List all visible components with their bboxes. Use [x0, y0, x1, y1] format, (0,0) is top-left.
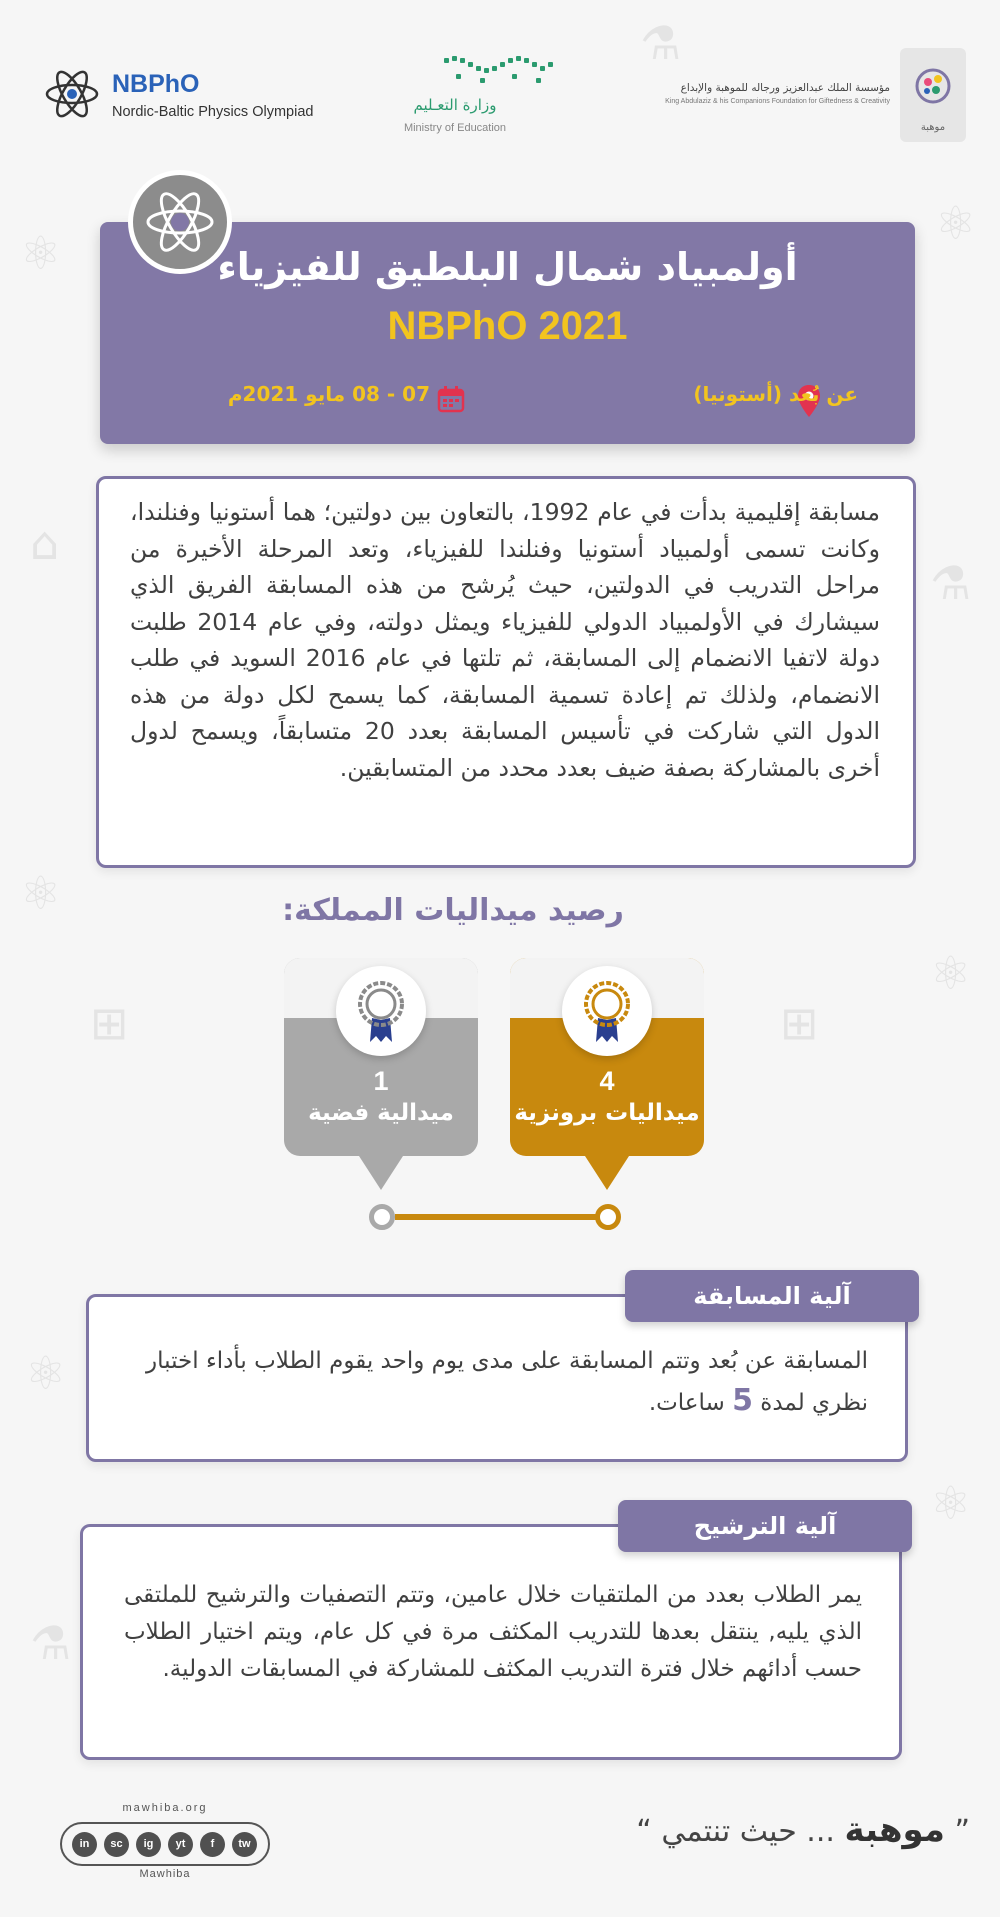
ministry-english-name: Ministry of Education [403, 122, 507, 134]
description-text: مسابقة إقليمية بدأت في عام 1992، بالتعاون بين دولتين؛ هما أستونيا وفنلندا، وكانت تسمى أولمبياد أستونيا وفنلندا للفيزياء، وتعد المرحلة الأخيرة من مراحل التدريب في الدولتين، حيث يُرشح من هذه المسابقة الفريق الذي سيشارك في الأولمبياد الدولي للفيزياء ويمثل دولته، وفي عام 2014 طلبت دولة لاتفيا الانضمام إلى المسابقة، ثم تلتها في عام 2016 السويد في طلب الانضمام، ولذلك تم إعادة تسمية المسابقة، كما يسمح لكل دولة من هذه الدول التي شاركت في تأسيس المسابقة بعدد 20 متسابقاً، ويسمح لدول أخرى بالمشاركة بصفة ضيف بعدد محدد من المتسابقين. [130, 498, 881, 782]
facebook-icon[interactable]: f [200, 1832, 225, 1857]
nbpho-atom-logo-icon [44, 66, 100, 122]
slogan-open-quote: ” [954, 1814, 970, 1849]
mawhiba-logo-label: موهبة [920, 122, 946, 133]
footer-handle: Mawhiba [139, 1868, 191, 1880]
youtube-icon[interactable]: yt [168, 1832, 193, 1857]
competition-text-main: المسابقة عن بُعد وتتم المسابقة على مدى يوم واحد يقوم الطلاب بأداء اختبار نظري لمدة [146, 1348, 868, 1416]
calculator-doodle-icon: ⊞ [780, 996, 819, 1050]
ministry-of-education-logo-icon [440, 52, 560, 98]
bronze-medal-count: 4 [599, 1066, 615, 1096]
slogan-text: ... حيث تنتمي [661, 1814, 835, 1849]
nomination-heading: آلية الترشيح [618, 1500, 912, 1552]
foundation-arabic-name: مؤسسة الملك عبدالعزيز ورجاله للموهبة والإبداع [680, 82, 890, 94]
twitter-icon[interactable]: tw [232, 1832, 257, 1857]
microscope-doodle-icon: ⌂ [30, 516, 60, 570]
atom-doodle-icon: ⚛ [930, 946, 972, 1000]
social-links [60, 1822, 270, 1866]
silver-medal-card [284, 958, 478, 1156]
flask-doodle-icon: ⚗ [930, 556, 972, 610]
snapchat-icon[interactable]: sc [104, 1832, 129, 1857]
silver-timeline-dot [369, 1204, 395, 1230]
event-date: 07 - 08 مايو 2021م [227, 382, 430, 406]
slogan [600, 1810, 970, 1850]
banner-title: أولمبياد شمال البلطيق للفيزياء [217, 245, 798, 289]
bronze-medal-label: ميداليات برونزية [514, 1100, 700, 1126]
nbpho-subtitle: Nordic-Baltic Physics Olympiad [112, 104, 314, 120]
atom-doodle-icon: ⚛ [20, 226, 62, 280]
competition-text-end: ساعات. [648, 1390, 725, 1416]
nomination-text: يمر الطلاب بعدد من الملتقيات خلال عامين، وتتم التصفيات والترشيح للملتقى الذي يليه, ينتقل بعدها للتدريب المكثف مرة في كل عام، ويتم اختيار الطلاب حسب أدائهم خلال فترة التدريب المكثف للمشاركة في المسابقات الدولية. [124, 1582, 862, 1682]
slogan-brand: موهبة [844, 1810, 945, 1850]
competition-hours: 5 [732, 1383, 753, 1418]
bronze-pointer [585, 1156, 629, 1190]
bronze-medal-badge [562, 966, 652, 1056]
competition-heading: آلية المسابقة [625, 1270, 919, 1322]
bronze-medal-icon [562, 966, 652, 1056]
medals-title: رصيد ميداليات المملكة: [282, 893, 624, 928]
bronze-timeline-dot [595, 1204, 621, 1230]
foundation-english-name: King Abdulaziz & his Companions Foundation for Giftedness & Creativity [665, 98, 890, 105]
atom-doodle-icon: ⚛ [930, 1476, 972, 1530]
atom-doodle-icon: ⚛ [935, 196, 977, 250]
atom-doodle-icon: ⚛ [20, 866, 62, 920]
silver-medal-badge [336, 966, 426, 1056]
silver-pointer [359, 1156, 403, 1190]
banner-subtitle: NBPhO 2021 [387, 304, 628, 348]
footer-url[interactable]: mawhiba.org [122, 1802, 208, 1814]
nbpho-name: NBPhO [112, 70, 200, 98]
mawhiba-swirl-icon [900, 48, 966, 118]
flask-doodle-icon: ⚗ [30, 1616, 72, 1670]
instagram-icon[interactable]: ig [136, 1832, 161, 1857]
slogan-close-quote: “ [636, 1814, 652, 1849]
atom-doodle-icon: ⚛ [25, 1346, 67, 1400]
silver-medal-label: ميدالية فضية [308, 1100, 454, 1126]
calendar-icon [437, 385, 465, 413]
flask-doodle-icon: ⚗ [640, 16, 682, 70]
timeline-line [395, 1214, 605, 1220]
bronze-medal-card [510, 958, 704, 1156]
ministry-arabic-name: وزارة التعـليم [413, 96, 497, 114]
silver-medal-icon [336, 966, 426, 1056]
calculator-doodle-icon: ⊞ [90, 996, 129, 1050]
competition-text [130, 1342, 868, 1423]
event-location: عن بُعد (أستونيا) [693, 382, 858, 406]
silver-medal-count: 1 [373, 1066, 389, 1096]
linkedin-icon[interactable]: in [72, 1832, 97, 1857]
